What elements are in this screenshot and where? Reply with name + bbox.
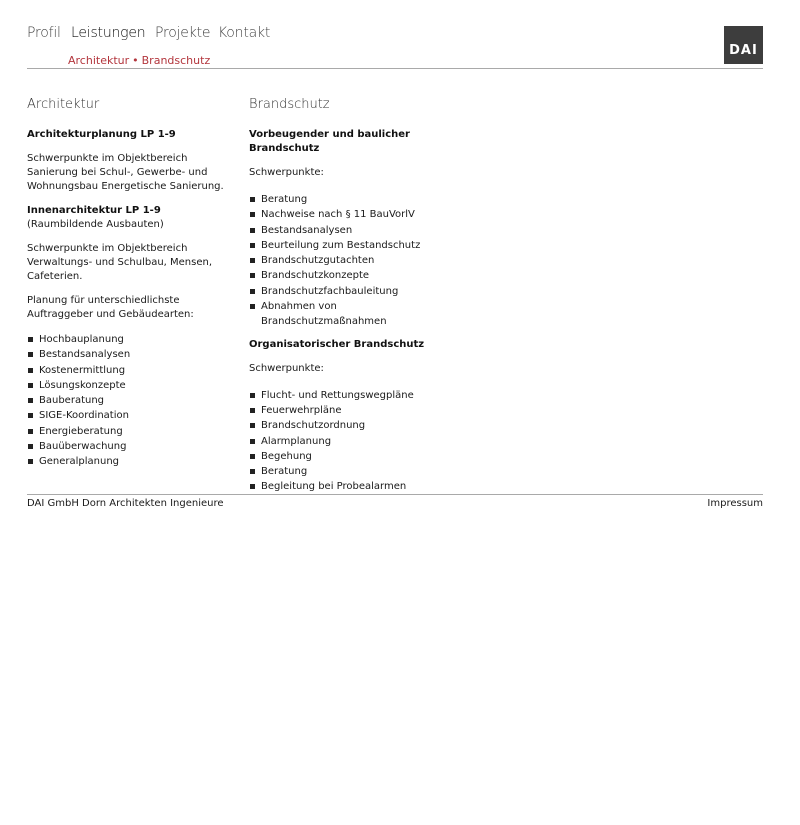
list-item: Alarmplanung [249, 434, 459, 449]
architektur-heading: Architektur [27, 97, 100, 112]
organisatorischer-brandschutz-list [249, 388, 459, 495]
impressum-link[interactable]: Impressum [707, 498, 763, 509]
list-item: Bauberatung [27, 393, 227, 408]
list-item: Begleitung bei Probealarmen [249, 479, 459, 494]
list-item: Generalplanung [27, 454, 227, 469]
footer-company: DAI GmbH Dorn Architekten Ingenieure [27, 498, 224, 509]
list-item: Brandschutzkonzepte [249, 268, 459, 283]
innenarchitektur-subtitle: (Raumbildende Ausbauten) [27, 219, 164, 230]
dai-logo[interactable]: DAI [724, 26, 763, 64]
footer-divider [27, 494, 763, 495]
list-item: Energieberatung [27, 424, 227, 439]
innenarchitektur-title: Innenarchitektur LP 1-9 [27, 205, 161, 216]
architektur-list [27, 332, 227, 470]
architektur-column [27, 97, 227, 478]
list-item: Begehung [249, 449, 459, 464]
nav-item-leistungen[interactable]: Leistungen [71, 25, 146, 41]
nav-item-kontakt[interactable]: Kontakt [218, 25, 271, 41]
sub-nav [68, 54, 210, 67]
nav-item-profil[interactable]: Profil [27, 25, 61, 41]
list-item: Brandschutzfachbauleitung [249, 284, 459, 299]
list-item: Beratung [249, 464, 459, 479]
architekturplanung-title: Architekturplanung LP 1-9 [27, 129, 176, 140]
subnav-separator: • [132, 54, 139, 67]
planung-text: Planung für unterschiedlichste Auftraggeber und Gebäudearten: [27, 295, 194, 320]
vorbeugender-brandschutz-title: Vorbeugender und baulicher Brandschutz [249, 129, 410, 154]
schwerpunkte-label: Schwerpunkte: [249, 167, 324, 178]
list-item: Beurteilung zum Bestandschutz [249, 238, 459, 253]
list-item: Lösungskonzepte [27, 378, 227, 393]
list-item: Bestandsanalysen [249, 223, 459, 238]
list-item: Hochbauplanung [27, 332, 227, 347]
nav-item-projekte[interactable]: Projekte [155, 25, 211, 41]
list-item: Kostenermittlung [27, 363, 227, 378]
list-item: Brandschutzgutachten [249, 253, 459, 268]
brandschutz-column [249, 97, 459, 503]
list-item: SIGE-Koordination [27, 408, 227, 423]
list-item: Bestandsanalysen [27, 347, 227, 362]
organisatorischer-brandschutz-title: Organisatorischer Brandschutz [249, 338, 425, 350]
subnav-item-brandschutz[interactable]: Brandschutz [141, 54, 211, 67]
list-item: Bauüberwachung [27, 439, 227, 454]
vorbeugender-brandschutz-list [249, 192, 459, 330]
subnav-item-architektur[interactable]: Architektur [68, 54, 130, 67]
brandschutz-heading: Brandschutz [249, 97, 330, 112]
header-divider [27, 68, 763, 69]
list-item: Abnahmen von Brandschutzmaßnahmen [249, 299, 459, 330]
list-item: Brandschutzordnung [249, 418, 459, 433]
architekturplanung-text: Schwerpunkte im Objektbereich Sanierung bei Schul-, Gewerbe- und Wohnungsbau Energetische Sanierung. [27, 153, 224, 192]
innenarchitektur-text: Schwerpunkte im Objektbereich Verwaltungs- und Schulbau, Mensen, Cafeterien. [27, 243, 213, 282]
list-item: Beratung [249, 192, 459, 207]
schwerpunkte-label: Schwerpunkte: [249, 362, 324, 374]
list-item: Flucht- und Rettungswegpläne [249, 388, 459, 403]
list-item: Feuerwehrpläne [249, 403, 459, 418]
list-item: Nachweise nach § 11 BauVorlV [249, 207, 459, 222]
